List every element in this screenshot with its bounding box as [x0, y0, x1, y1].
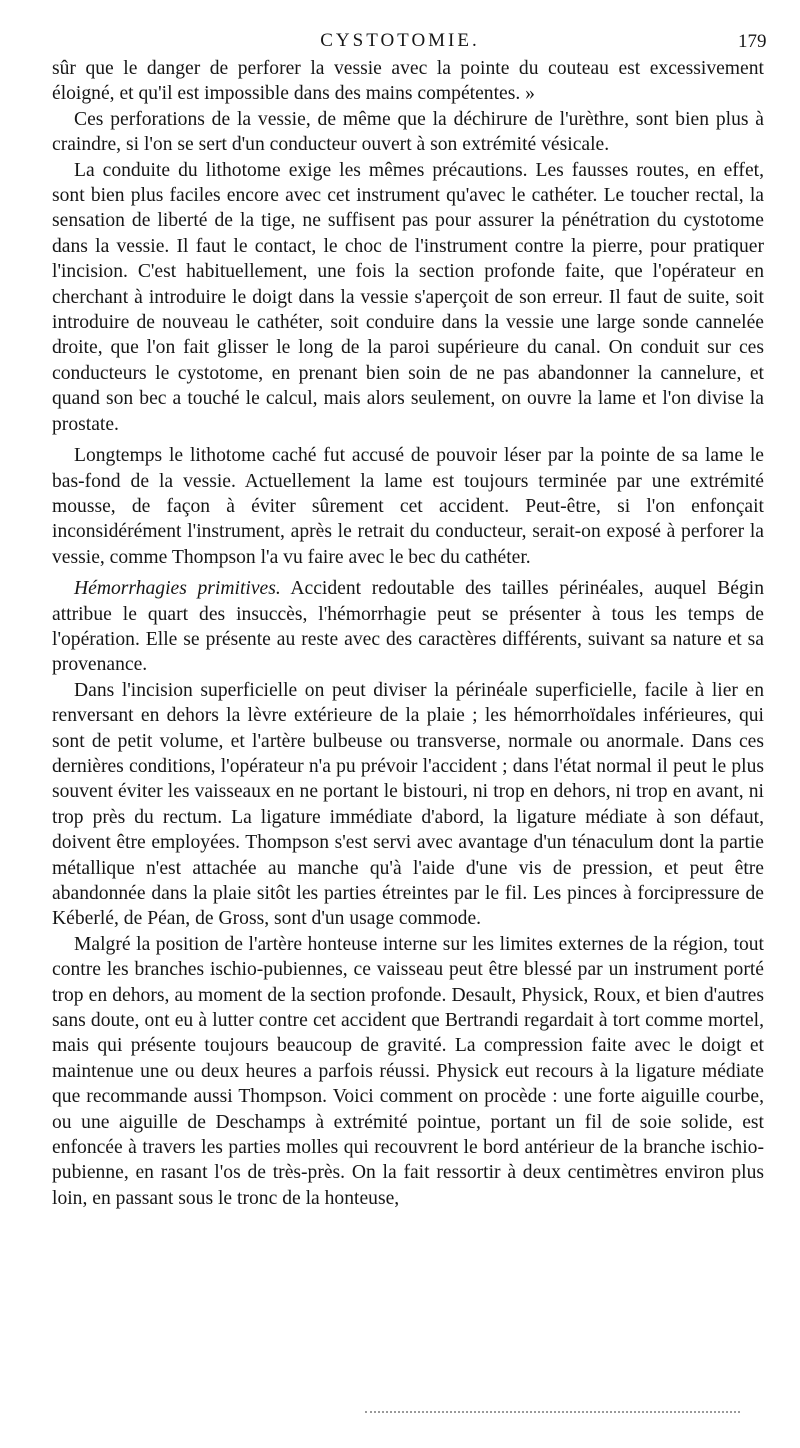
section-heading: Hémorrhagies primitives. [74, 578, 281, 600]
paragraph-1: sûr que le danger de perforer la vessie avec la pointe du couteau est excessivement éloigné, et qu'il est impossible dans des mains compétentes. » [52, 58, 764, 105]
paragraph-5 [52, 576, 764, 678]
paragraph-4: Longtemps le lithotome caché fut accusé de pouvoir léser par la pointe de sa lame le bas-fond de la vessie. Actuellement la lame est toujours terminée par une extrémité mousse, de façon à éviter sûrement cet accident. Peut-être, si l'on enfonçait inconsidérément l'instrument, après le retrait du conducteur, serait-on exposé à perforer la vessie, comme Thompson l'a vu faire avec le bec du cathéter. [52, 445, 764, 568]
paragraph-2: Ces perforations de la vessie, de même que la déchirure de l'urèthre, sont bien plus à craindre, si l'on se sert d'un conducteur ouvert à son extrémité vésicale. [52, 108, 764, 156]
paragraph-6: Dans l'incision superficielle on peut diviser la périnéale superficielle, facile à lier en renversant en dehors la lèvre extérieure de la plaie ; les hémorrhoïdales inférieures, qui sont de petit volume, et l'artère bulbeuse ou transverse, normale ou anormale. Dans ces dernières conditions, l'opérateur n'a pu prévoir l'accident ; dans l'état normal il peut le plus souvent éviter les vaisseaux en ne portant le bistouri, ni trop en dehors, ni trop en avant, ni trop près du rectum. La ligature immédiate d'abord, la ligature médiate à son défaut, doivent être employées. Thompson s'est servi avec avantage d'un ténaculum dont la partie métallique n'est attachée au manche qu'à l'aide d'une vis de pression, et peut être abandonnée dans la plaie sitôt les parties étreintes par le fil. Les pinces à forcipressure de Kéberlé, de Péan, de Gross, sont d'un usage commode. [52, 679, 764, 930]
paragraph-3: La conduite du lithotome exige les mêmes précautions. Les fausses routes, en effet, sont bien plus faciles encore avec cet instrument qu'avec le cathéter. Le toucher rectal, la sensation de liberté de la tige, ne suffisent pas pour assurer la pénétration du cystotome dans la vessie. Il faut le contact, le choc de l'instrument contre la pierre, pour pratiquer l'incision. C'est habituellement, une fois la section profonde faite, que l'opérateur en cherchant à introduire le doigt dans la vessie s'aperçoit de son erreur. Il faut de suite, soit introduire de nouveau le cathéter, soit conduire dans la vessie une large sonde cannelée droite, que l'on fait glisser le long de la paroi supérieure du canal. On conduit sur ces conducteurs le cystotome, en prenant bien soin de ne pas abandonner la cannelure, et quand son bec a touché le calcul, mais alors seulement, on ouvre la lame et l'on divise la prostate. [52, 159, 764, 435]
page-number: 179 [738, 31, 767, 52]
body-text [52, 56, 764, 1211]
running-title: CYSTOTOMIE. [320, 30, 480, 51]
footer-rule [365, 1411, 740, 1413]
paragraph-7: Malgré la position de l'artère honteuse interne sur les limites externes de la région, tout contre les branches ischio-pubiennes, ce vaisseau peut être blessé par un instrument porté trop en dehors, au moment de la section profonde. Desault, Physick, Roux, et bien d'autres sans doute, ont eu à lutter contre cet accident que Bertrandi regardait à tort comme mortel, mais qui présente toujours beaucoup de gravité. La compression faite avec le doigt et maintenue une ou deux heures a parfois réussi. Physick eut recours à la ligature médiate que recommande aussi Thompson. Voici comment on procède : une forte aiguille courbe, ou une aiguille de Deschamps à extrémité pointue, portant un fil de soie solide, est enfoncée à travers les parties molles qui recouvrent le bord antérieur de la branche ischio-pubienne, en rasant l'os de très-près. On la fait ressortir à deux centimètres environ plus loin, en passant sous le tronc de la honteuse, [52, 933, 764, 1209]
paragraph-5-text: Accident redoutable des tailles périnéales, auquel Bégin attribue le quart des insuccès, l'hémorrhagie peut se présenter à tous les temps de l'opération. Elle se présente au reste avec des caractères différents, suivant sa nature et sa provenance. [52, 578, 764, 676]
